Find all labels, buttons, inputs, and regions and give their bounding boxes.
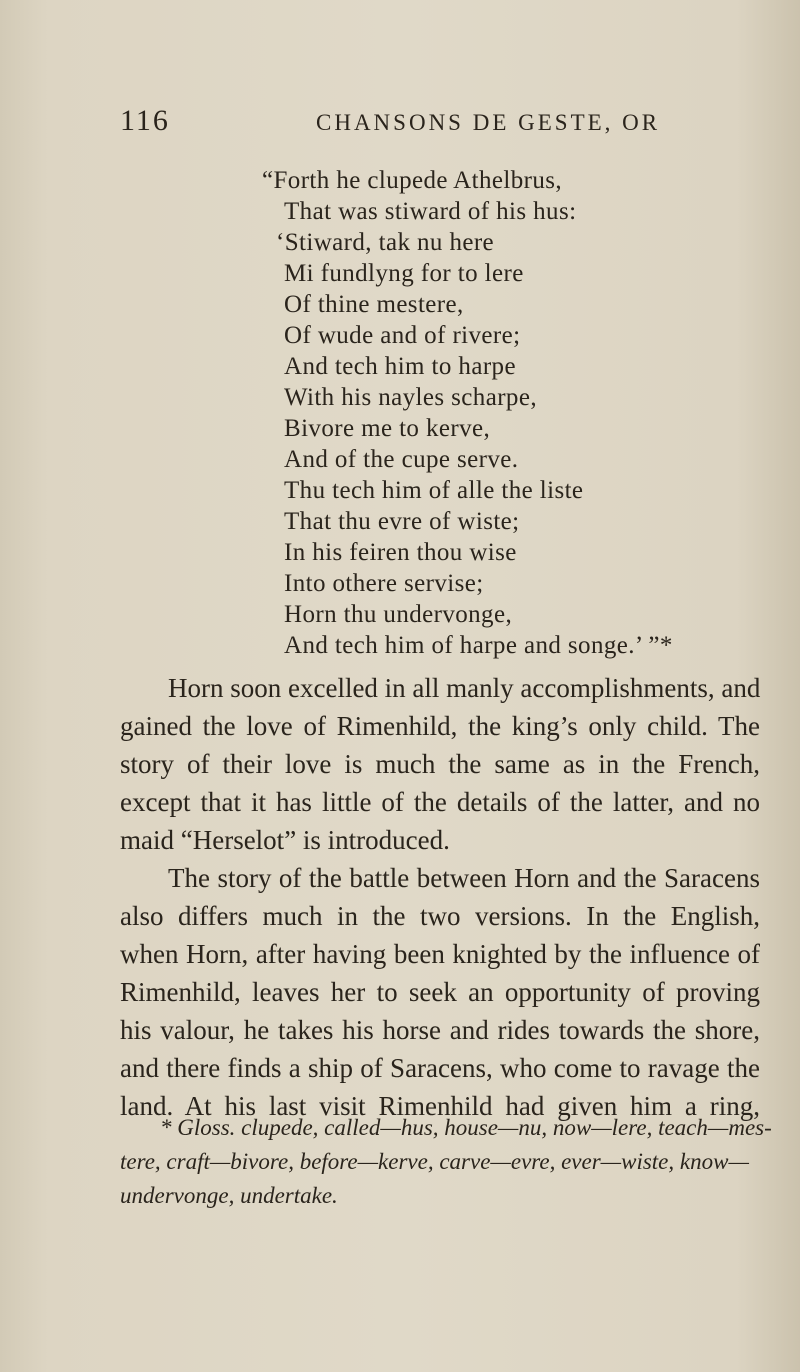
running-head (120, 104, 760, 144)
verse-line: And of the cupe serve. (284, 446, 519, 473)
paragraph-line: also differs much in the two versions. In the English, (120, 901, 760, 931)
verse-line: “Forth he clupede Athelbrus, (262, 167, 563, 194)
footnote-line: undervonge, undertake. (120, 1183, 338, 1208)
paragraph-line: and there finds a ship of Saracens, who come to ravage the (120, 1053, 760, 1083)
paragraph-line: his valour, he takes his horse and rides towards the shore, (120, 1015, 760, 1045)
paragraph-line: story of their love is much the same as in the French, (120, 749, 760, 779)
paragraph-line: Horn soon excelled in all manly accomplishments, and (168, 673, 761, 703)
paragraph-line: Rimenhild, leaves her to seek an opportunity of proving (120, 977, 760, 1007)
verse-line: In his feiren thou wise (284, 539, 517, 566)
verse-line: Of wude and of rivere; (284, 322, 521, 349)
footnote-line: tere, craft—bivore, before—kerve, carve—evre, ever—wiste, know— (120, 1149, 749, 1174)
verse-line: Horn thu undervonge, (284, 601, 513, 628)
verse-line: With his nayles scharpe, (284, 384, 537, 411)
paragraph-line: The story of the battle between Horn and the Saracens (168, 863, 760, 893)
verse-line: Of thine mestere, (284, 291, 464, 318)
verse-line: Thu tech him of alle the liste (284, 477, 584, 504)
verse-line: That thu evre of wiste; (284, 508, 520, 535)
paragraph-line: land. At his last visit Rimenhild had given him a ring, (120, 1091, 760, 1121)
paragraph-line: maid “Herselot” is introduced. (120, 825, 450, 855)
verse-line: Bivore me to kerve, (284, 415, 491, 442)
paragraph-line: gained the love of Rimenhild, the king’s only child. The (120, 711, 760, 741)
verse-line: And tech him to harpe (284, 353, 516, 380)
verse-line: Mi fundlyng for to lere (284, 260, 524, 287)
paragraph-line: when Horn, after having been knighted by the influence of (120, 939, 760, 969)
verse-line: ‘Stiward, tak nu here (276, 229, 495, 256)
page-number: 116 (120, 104, 170, 137)
verse-line: And tech him of harpe and songe.’ ”* (284, 632, 673, 659)
paragraph-line: except that it has little of the details of the latter, and no (120, 787, 760, 817)
running-title: CHANSONS DE GESTE, OR (316, 110, 661, 135)
footnote-line: * Gloss. clupede, called—hus, house—nu, now—lere, teach—mes- (160, 1115, 772, 1140)
verse-line: Into othere servise; (284, 570, 484, 597)
verse-line: That was stiward of his hus: (284, 198, 577, 225)
